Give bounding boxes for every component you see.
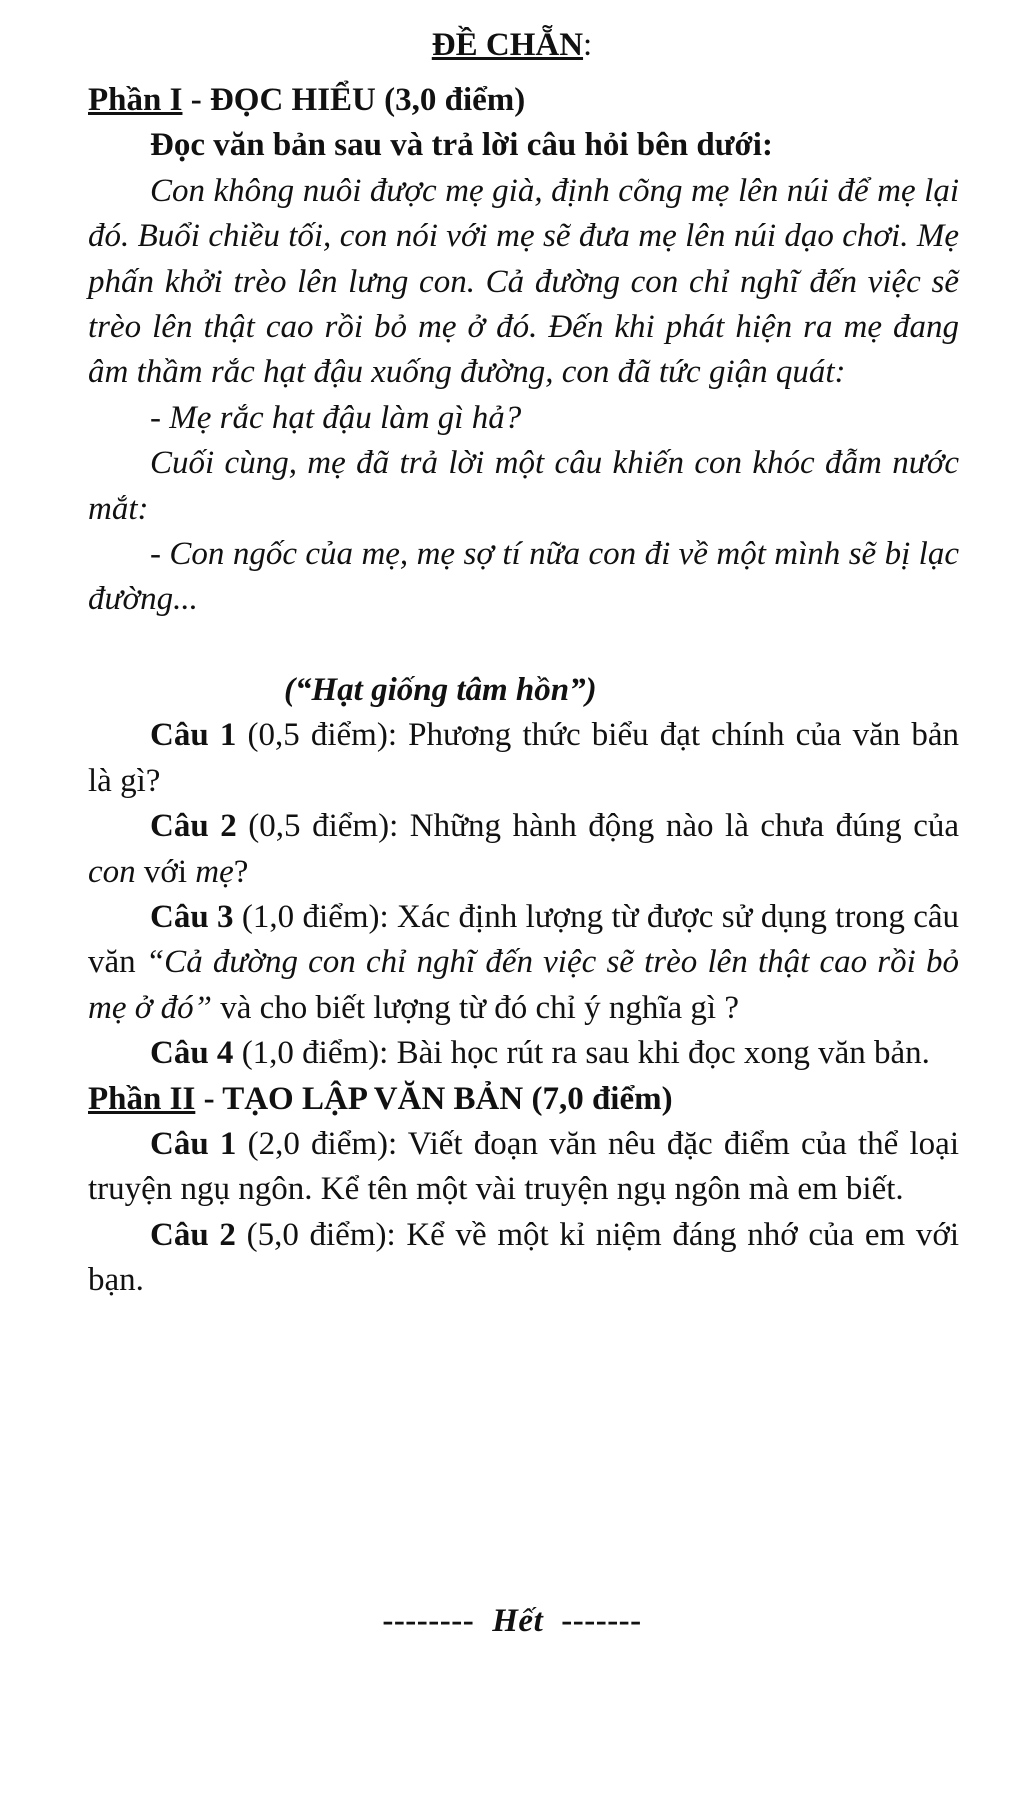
part1-question-3 xyxy=(88,895,959,1031)
question-text: (2,0 điểm): Viết đoạn văn nêu đặc điểm của thể loại truyện ngụ ngôn. Kể tên một vài truyện ngụ ngôn mà em biết. xyxy=(88,1125,959,1208)
question-text: (1,0 điểm): Bài học rút ra sau khi đọc xong văn bản. xyxy=(233,1035,930,1072)
end-word: Hết xyxy=(492,1603,544,1639)
part2-label: Phần II xyxy=(88,1080,196,1117)
spacer xyxy=(88,623,959,668)
question-text: (0,5 điểm): Những hành động nào là chưa đúng của xyxy=(236,808,959,845)
question-text: (5,0 điểm): Kể về một kỉ niệm đáng nhớ của em với bạn. xyxy=(88,1216,960,1299)
passage-dialogue: - Mẹ rắc hạt đậu làm gì hả? xyxy=(150,399,522,436)
question-label: Câu 3 xyxy=(150,898,234,935)
question-text: (1,0 điểm): Xác định lượng từ được sử dụng trong câu văn xyxy=(88,898,959,981)
part2-heading-rest: - TẠO LẬP VĂN BẢN (7,0 điểm) xyxy=(195,1080,673,1117)
exam-title-colon: : xyxy=(583,27,593,63)
part1-heading-rest: - ĐỌC HIỂU (3,0 điểm) xyxy=(182,82,526,118)
question-label: Câu 4 xyxy=(150,1035,234,1072)
end-marker xyxy=(0,1598,1024,1644)
exam-body xyxy=(88,78,959,1304)
reading-instruction: Đọc văn bản sau và trả lời câu hỏi bên dưới: xyxy=(150,127,773,164)
exam-title-text: ĐỀ CHẴN xyxy=(431,27,584,63)
part1-question-4 xyxy=(88,1031,959,1076)
passage-paragraph: Cuối cùng, mẹ đã trả lời một câu khiến con khóc đẫm nước mắt: xyxy=(88,445,959,527)
passage-dialogue: - Con ngốc của mẹ, mẹ sợ tí nữa con đi về một mình sẽ bị lạc đường... xyxy=(88,536,959,618)
part2-question-1 xyxy=(88,1122,959,1213)
part1-question-2 xyxy=(88,804,959,895)
end-dashes-left: -------- xyxy=(382,1603,475,1639)
part2-question-2 xyxy=(88,1213,959,1304)
exam-title xyxy=(0,22,1024,68)
question-text: và cho biết lượng từ đó chỉ ý nghĩa gì ? xyxy=(211,989,739,1026)
question-label: Câu 1 xyxy=(150,1125,237,1162)
question-quote: “Cả đường con chỉ nghĩ đến việc sẽ trèo lên thật cao rồi bỏ mẹ ở đó” xyxy=(88,944,959,1026)
question-text: với xyxy=(135,853,196,890)
part1-heading xyxy=(88,78,959,123)
question-text: (0,5 điểm): Phương thức biểu đạt chính của văn bản là gì? xyxy=(88,717,959,799)
passage-paragraph: Con không nuôi được mẹ già, định cõng mẹ lên núi để mẹ lại đó. Buổi chiều tối, con nói với mẹ sẽ đưa mẹ lên núi dạo chơi. Mẹ phấn khởi trèo lên lưng con. Cả đường con chỉ nghĩ đến việc sẽ trèo lên thật cao rồi bỏ mẹ ở đó. Đến khi phát hiện ra mẹ đang âm thầm rắc hạt đậu xuống đường, con đã tức giận quát: xyxy=(88,172,959,391)
part1-label: Phần I xyxy=(88,82,183,118)
question-emphasis: con xyxy=(88,853,136,890)
question-label: Câu 2 xyxy=(150,1216,236,1253)
question-label: Câu 1 xyxy=(150,717,237,754)
question-text: ? xyxy=(233,853,249,890)
end-dashes-right: ------- xyxy=(561,1603,642,1639)
part1-question-1 xyxy=(88,713,959,804)
part2-heading xyxy=(88,1077,959,1122)
passage-source: (“Hạt giống tâm hồn”) xyxy=(284,671,597,708)
question-emphasis: mẹ xyxy=(195,853,234,890)
question-label: Câu 2 xyxy=(150,808,237,845)
